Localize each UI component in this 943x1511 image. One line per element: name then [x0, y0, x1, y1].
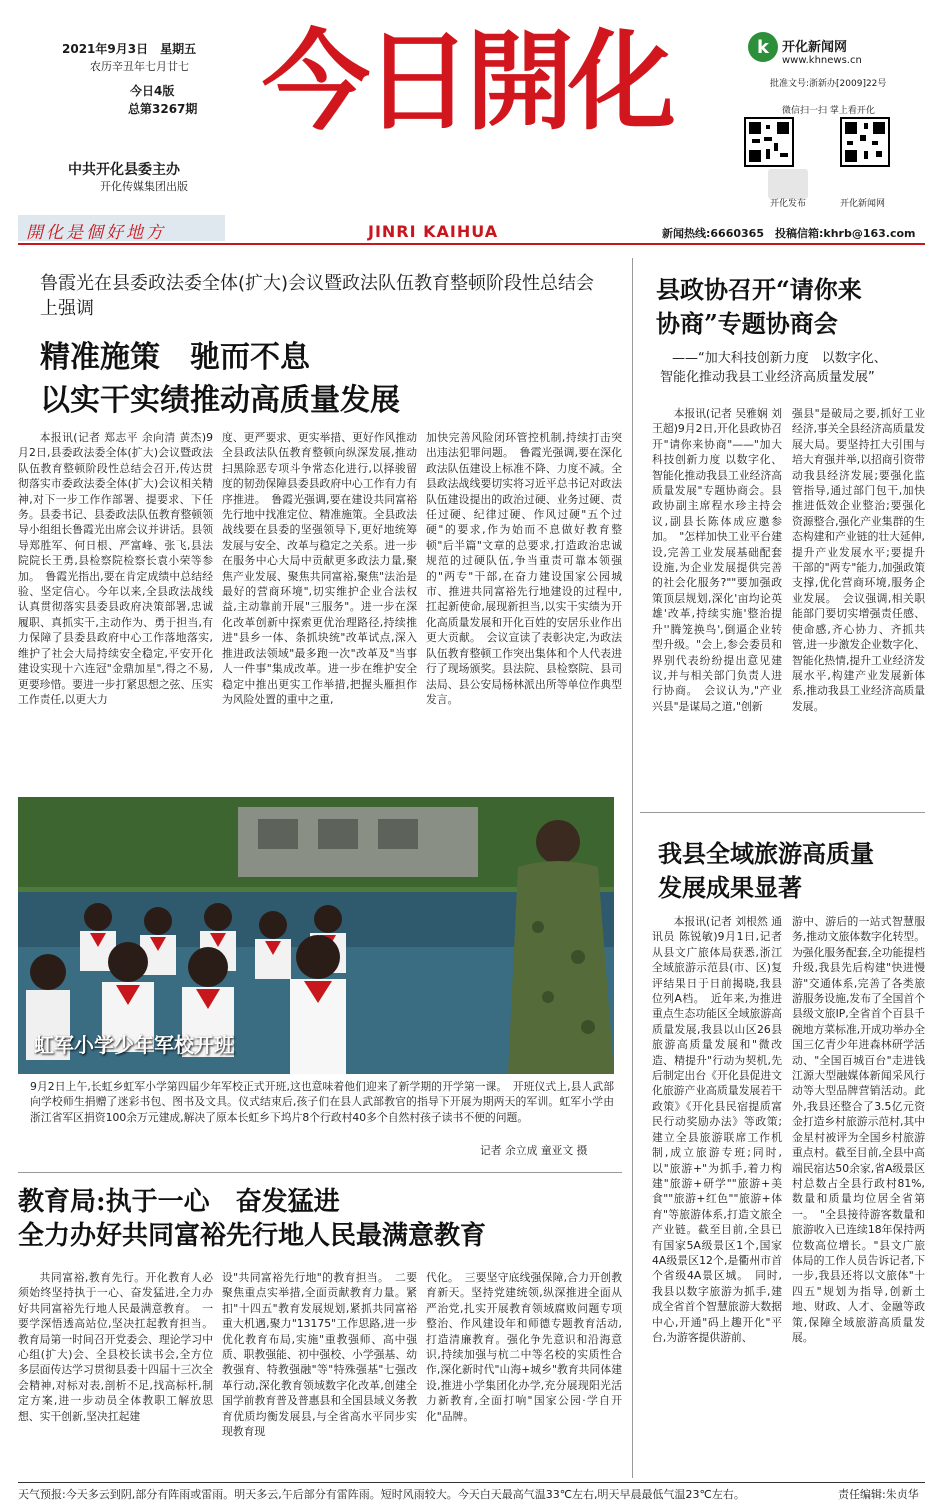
lunar-date: 农历辛丑年七月廿七: [90, 60, 189, 73]
masthead-title: 今日開化: [262, 19, 671, 145]
responsible-editor: 责任编辑:朱贞华: [838, 1488, 919, 1501]
cppcc-title-line2: 协商”专题协商会: [656, 309, 838, 338]
edu-column-2: 设"共同富裕先行地"的教育担当。 二要聚焦重点实举措,全面贡献教育力量。紧扣"十四五"教育发展规划,紧抓共同富裕重大机遇,聚力"13175"工作思路,进一步优化教育布局,实施"重教强师、高中强质、职教强能、初中强校、小学强基、幼教强育、特教强融"等"特殊强基"七强改革行动,深化教育领域数字化改革,创建全国学前教育普及普惠县和全国县域义务教育优质均衡发展县,与全省高水平同步实现教育现: [222, 1271, 417, 1439]
qr-code-icon[interactable]: [744, 117, 794, 167]
qr-code-icon[interactable]: [840, 117, 890, 167]
news-hotline: 新闻热线:6660365 投稿信箱:khrb@163.com: [662, 227, 916, 240]
wechat-icon: [768, 169, 808, 199]
edu-title-line1: 教育局:执于一心 奋发猛进: [18, 1187, 340, 1217]
edu-title-line2: 全力办好共同富裕先行地人民最满意教育: [18, 1221, 487, 1251]
tourism-column-2: 游中、游后的一站式智慧服务,推动文旅体数字化转型。为强化服务配套,全功能提档升级,我县先后构建"快进慢游"交通体系,完善了各类旅游服务设施,发布了全国首个县级文旅IP,全省首个百县千碗地方菜标准,开成功举办全国三亿青少年进森林研学活动、"全国百城百台"走进钱江源大型融媒体新闻采风行动等大型品牌营销活动。此外,我县还整合了3.5亿元资金打造乡村旅游示范村,其中金星村被评为全国乡村旅游重点村。截至目前,全县中高端民宿达50余家,省A级景区村总数占全县行政村81%,数量和质量均位居全省第一。 "全县接待游客数量和旅游收入已连续18年保持两位数高位增长。"县文广旅体局的工作人员告诉记者,下一步,我县还将以文旅体"十四五"规划为指导,创新土地、财政、人才、金融等政策,保障全域旅游高质量发展。: [792, 915, 925, 1344]
photo-overlay-title: 虹军小学少年军校开班: [34, 1033, 234, 1057]
lead-column-2: 度、更严要求、更实举措、更好作风推动全县政法队伍教育整顿向纵深发展,推动扫黑除恶专项斗争常态化进行,以择骏留度的韧劲保障县委县政府中心工作有力有序推进。 鲁霞光强调,要在建设共同富裕先行地中找准定位、精准施策。全县政法战线要在县委的坚强领导下,更好地统筹发展与安全、改革与稳定之关系。进一步在服务中心大局中贡献更多政法力量,聚焦产业发展、聚焦共同富裕,聚焦"法治是最好的营商环境",切实维护企业合法权益,主动靠前开展"三服务"。进一步在深化改革创新中探索更优治理路径,持续推进"县乡一体、条抓块统"改革试点,深入推进政法领域"最多跑一次"改革及"当事人一件事"集成改革。进一步在维护安全稳定中推出更实工作举措,把握头雁担作为风险处置的重中之重,: [222, 431, 417, 706]
cppcc-column-2: 强县"是破局之要,抓好工业经济,事关全县经济高质量发展大局。要坚持扛大引围与培大育强并举,以招商引资带动我县经济发展;要强化监管指导,通过部门包干,加快推进低效企业整治;要强化资源整合,强化产业集群的生态构建和产业链的壮大延伸,提升产业发展水平;要提升干部的"两专"能力,加强政策支撑,优化营商环境,服务企业发展。 会议强调,相关职能部门要切实增强责任感、使命感,齐心协力、齐抓共管,进一步激发企业数字化、智能化热情,提升工业经济发展水平,构建产业发展新体系,推动我县工业经济高质量发展。: [792, 407, 925, 713]
masthead-pinyin: JINRI KAIHUA: [368, 222, 499, 241]
slogan: 開化是個好地方: [26, 223, 166, 243]
edition-count: 今日4版: [130, 84, 175, 98]
cppcc-title-line1: 县政协召开“请你来: [656, 275, 862, 304]
photo-caption: 9月2日上午,长虹乡虹军小学第四届少年军校正式开班,这也意味着他们迎来了新学期的开学第一课。 开班仪式上,县人武部向学校师生捐赠了迷彩书包、图书及文具。仪式结束后,孩子们在县人武部教官的指导下开展为期两天的军训。虹军小学由浙江省军区捐资100余万元建成,解决了原本长虹乡下坞片8个行政村40多个自然村孩子读书不便的问题。: [30, 1080, 614, 1124]
cppcc-subtitle-line1: ——“加大科技创新力度 以数字化、: [672, 351, 887, 366]
qr-prompt: 微信扫一扫 掌上看开化: [782, 106, 875, 116]
approval-number: 批准文号:浙新办[2009]22号: [770, 79, 887, 89]
site-logo-icon: k: [748, 32, 778, 62]
sponsor: 中共开化县委主办: [68, 162, 180, 178]
cppcc-column-1: 本报讯(记者 吴雅娴 刘王超)9月2日,开化县政协召开"请你来协商"——"加大科技创新力度 以数字化、智能化推动我县工业经济高质量发展"专题协商会。县政协副主席程水珍主持会议,副县长陈体成应邀参加。 "怎样加快工业平台建设,完善工业发展基础配套设施,为企业发展提供完善的社会化服务?""要加强政策顶层规划,深化'亩均论英雄'改革,持续实施'整治提升''腾笼换鸟',倒逼企业转型升级。"会上,参会委员和界别代表纷纷提出意见建议,并与相关部门负责人进行协商。 会议认为,"产业兴县"是谋局之道,"创新: [652, 407, 782, 713]
footer-rule: [18, 1482, 925, 1483]
column-divider: [632, 258, 633, 1478]
tourism-title-line2: 发展成果显著: [658, 873, 802, 902]
tourism-column-1: 本报讯(记者 刘根然 通讯员 陈锐敏)9月1日,记者从县文广旅体局获悉,浙江全域旅游示范县(市、区)复评结果日于日前揭晓,我县位列A档。 近年来,为推进重点生态功能区全域旅游高质量发展,我县以山区26县旅游高质量发展和"微改造、精提升"行动为契机,先后制定出台《开化县促进文化旅游产业高质量发展若干政策》《开化县民宿提质富民行动奖励办法》等政策;建立全县旅游联席工作机制,成立旅游专班;同时,以"旅游+"为抓手,着力构建"旅游+研学""旅游+美食""旅游+红色""旅游+体育"等旅游体系,打造文旅全产业链。截至目前,全县已有国家5A级景区1个,国家4A级景区12个,是衢州市首个省级4A景区城。 同时,我县以数字旅游为抓手,建成全省首个智慧旅游大数据中心,开通"码上趣开化"平台,为游客提供游前、: [652, 915, 782, 1344]
tourism-title-line1: 我县全域旅游高质量: [658, 839, 874, 868]
military-school-photo: [18, 797, 614, 1074]
lead-title-line1: 精准施策 驰而不息: [40, 340, 310, 375]
publisher: 开化传媒集团出版: [100, 180, 188, 193]
qr1-label: 开化发布: [770, 199, 807, 209]
weather-forecast: 天气预报:今天多云到阴,部分有阵雨或雷雨。明天多云,午后部分有雷阵雨。短时风雨较大。今天白天最高气温33℃左右,明天早晨最低气温23℃左右。: [18, 1488, 745, 1501]
site-url[interactable]: www.khnews.cn: [782, 55, 862, 66]
qr2-label: 开化新闻网: [840, 199, 886, 209]
lead-column-1: 本报讯(记者 郑志平 余向清 黄杰)9月2日,县委政法委全体(扩大)会议暨政法队伍教育整顿阶段性总结会召开,传达贯彻落实市委政法委全体(扩大)会议相关精神,对下一步工作作部署、提要求、下任务。县委书记、县委政法队伍教育整顿领导小组组长鲁霞光出席会议并讲话。县领导郑胜军、何日根、严富峰、张飞,县法院院长王勇,县检察院检察长袁小荣等参加。 鲁霞光指出,要在肯定成绩中总结经验、坚定信心。今年以来,全县政法战线认真贯彻落实县委县政府决策部署,忠诚履职、真抓实干,主动作为、勇于担当,有力保障了县委县政府中心工作落地落实,维护了社会大局持续安全稳定,平安开化建设实现十六连冠"金鼎加星",得之不易,更要珍惜。要进一步打紧思想之弦、压实工作责任,以更大力: [18, 431, 213, 706]
edu-column-1: 共同富裕,教育先行。开化教育人必须始终坚持执于一心、奋发猛进,全力办好共同富裕先行地人民最满意教育。 一要学深悟透高站位,坚决扛起教育担当。教育局第一时间召开党委会、理论学习中心组(扩大)会、全县校长读书会,全方位多层面传达学习贯彻县委十四届十三次全会精神,对标对表,剖析不足,找高标杆,制定方案,进一步动员全体教职工解放思想、实干创新,坚决扛起建: [18, 1271, 213, 1423]
site-name: 开化新闻网: [782, 40, 848, 55]
lead-title-line2: 以实干实绩推动高质量发展: [40, 383, 400, 418]
edu-column-3: 代化。 三要坚守底线强保障,合力开创教育新天。坚持党建统领,纵深推进全面从严治党,扎实开展教育领域腐败问题专项整治、作风建设年和师德专题教育活动,打造清廉教育。强化争先意识和沿海意识,持续加强与杭二中等名校的实质性合作,深化新时代"山海+城乡"教育共同体建设,推进小学集团化办学,充分展现阳光活力新教育,全面打响"国家公园·学自开化"品牌。: [426, 1271, 622, 1423]
issue-number: 总第3267期: [128, 102, 198, 116]
cppcc-subtitle-line2: 智能化推动我县工业经济高质量发展”: [660, 370, 875, 385]
lead-subtitle: 鲁霞光在县委政法委全体(扩大)会议暨政法队伍教育整顿阶段性总结会上强调: [40, 273, 595, 319]
section-divider: [18, 1172, 622, 1173]
masthead-rule: [18, 243, 925, 245]
issue-date: 2021年9月3日 星期五: [62, 42, 197, 56]
photo-credit: 记者 余立成 童亚文 摄: [480, 1144, 588, 1157]
lead-column-3: 加快完善风险闭环管控机制,持续打击突出违法犯罪问题。 鲁霞光强调,要在深化政法队伍建设上标准不降、力度不减。全县政法战线要切实将习近平总书记对政法队伍建设提出的政治过硬、业务过硬、责任过硬、纪律过硬、作风过硬"五个过硬"的要求,作为始而不息做好教育整顿"后半篇"文章的总要求,打造政治忠诚规范的过硬队伍,争当重责可靠本领强的"两专"干部,在奋力建设国家公园城市、推进共同富裕先行地建设的过程中,扛起新使命,展现新担当,以实干实绩为开化高质量发展和开化百姓的安居乐业作出更大贡献。 会议宣读了表彰决定,为政法队伍教育整顿工作突出集体和个人代表进行了现场颁奖。县法院、县检察院、县司法局、县公安局杨林派出所等单位作典型发言。: [426, 431, 622, 706]
section-divider: [640, 812, 925, 813]
